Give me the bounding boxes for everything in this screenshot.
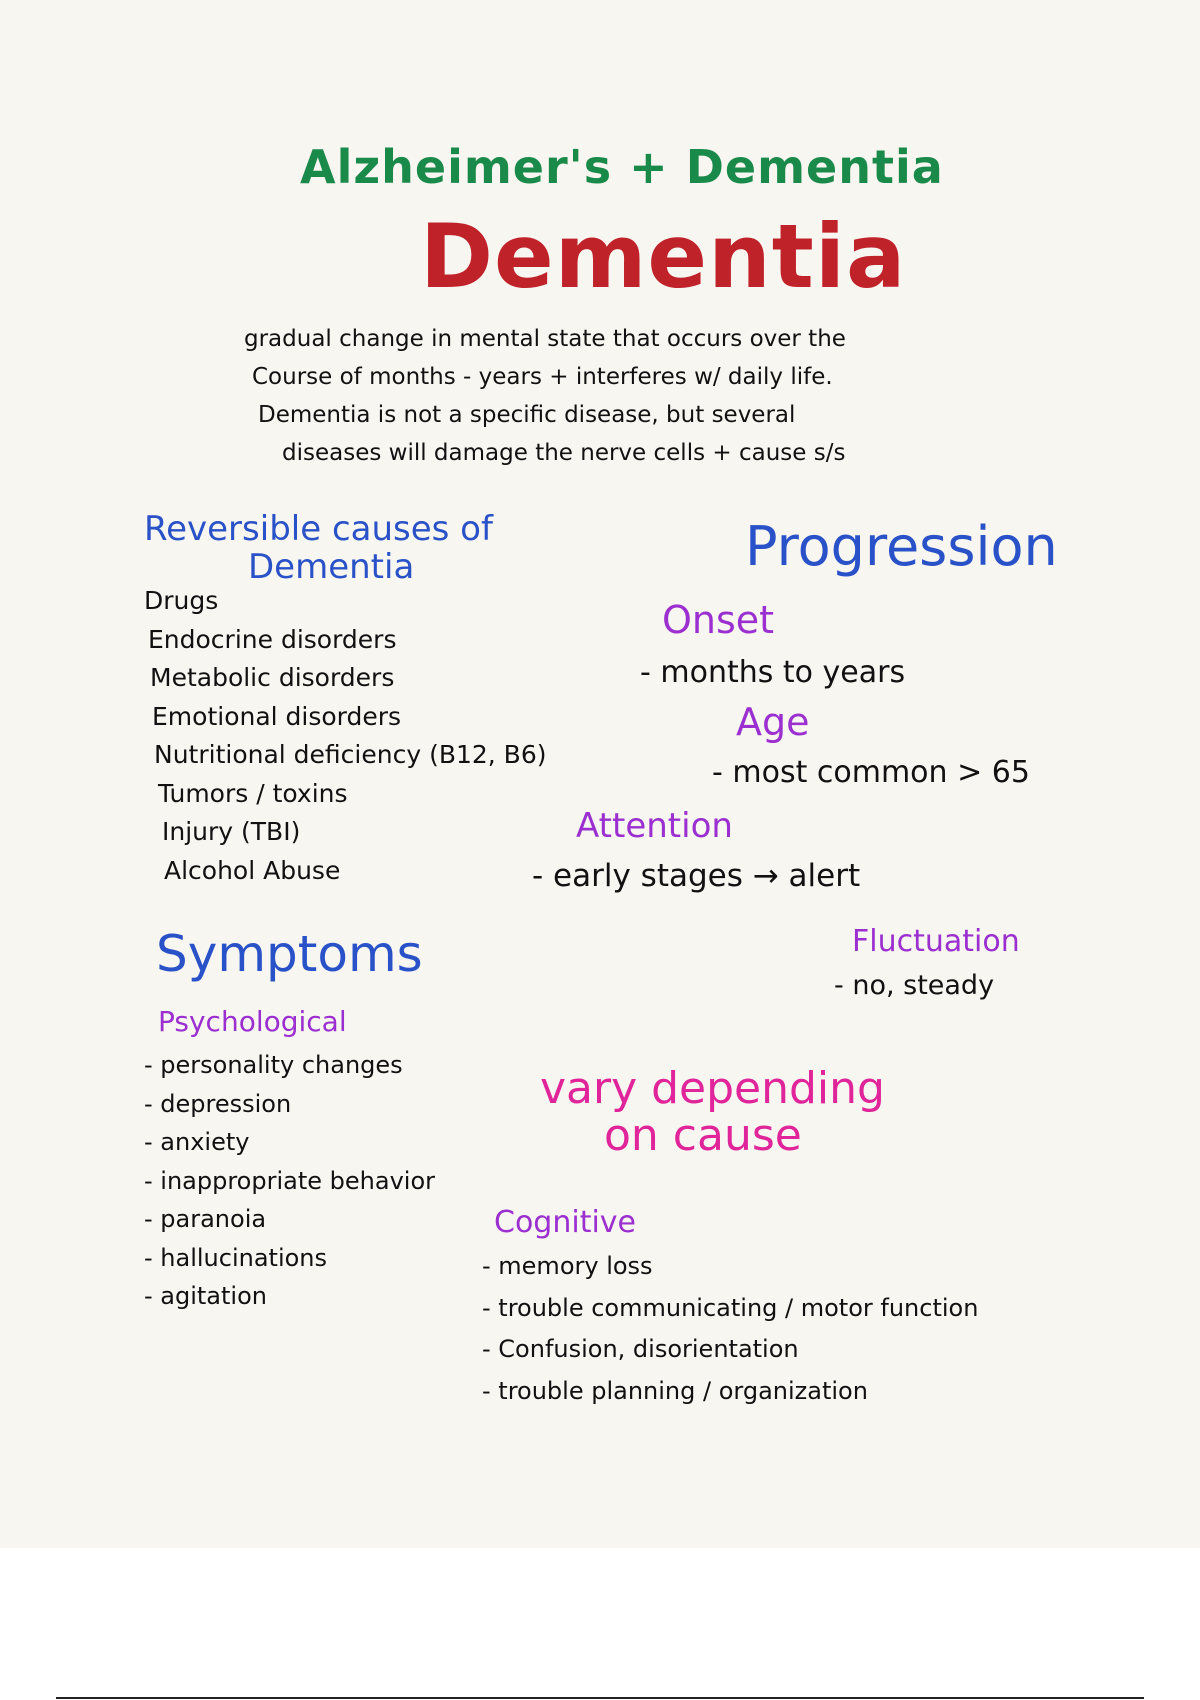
vary-note-line2: on cause: [604, 1110, 802, 1161]
attention-text: - early stages → alert: [532, 858, 861, 894]
list-item: Nutritional deficiency (B12, B6): [154, 740, 547, 769]
list-item: - memory loss: [482, 1252, 653, 1280]
list-item: Alcohol Abuse: [164, 855, 341, 885]
list-item: - paranoia: [144, 1205, 267, 1233]
onset-text: - months to years: [640, 655, 906, 690]
list-item: - trouble planning / organization: [482, 1376, 868, 1405]
list-item: - trouble communicating / motor function: [482, 1293, 979, 1322]
list-item: - inappropriate behavior: [144, 1166, 435, 1195]
list-item: - anxiety: [144, 1128, 250, 1156]
fluctuation-heading: Fluctuation: [852, 924, 1020, 959]
definition-line: gradual change in mental state that occurs over the: [244, 326, 846, 352]
list-item: Tumors / toxins: [158, 778, 348, 808]
vary-note-line1: vary depending: [540, 1063, 885, 1114]
psychological-list: [144, 1046, 435, 1316]
list-item: - personality changes: [144, 1051, 403, 1079]
onset-heading: Onset: [662, 598, 775, 642]
definition-line: Course of months - years + interferes w/ daily life.: [252, 364, 833, 390]
reversible-causes-heading: Reversible causes of: [144, 509, 493, 549]
list-item: Endocrine disorders: [148, 624, 397, 654]
list-item: - Confusion, disorientation: [482, 1335, 799, 1363]
age-heading: Age: [736, 700, 810, 744]
fluctuation-text: - no, steady: [834, 970, 995, 1001]
progression-heading: Progression: [745, 515, 1058, 578]
page-title: Alzheimer's + Dementia: [300, 140, 944, 194]
cognitive-list: [482, 1246, 978, 1412]
list-item: - depression: [144, 1089, 292, 1118]
list-item: Emotional disorders: [152, 701, 402, 731]
symptoms-heading: Symptoms: [156, 925, 423, 983]
definition-paragraph: [240, 320, 1040, 472]
list-item: Drugs: [144, 586, 219, 615]
definition-line: Dementia is not a specific disease, but several: [258, 402, 796, 428]
attention-heading: Attention: [576, 806, 733, 846]
bottom-divider: [56, 1697, 1144, 1699]
reversible-causes-heading-line2: Dementia: [248, 547, 415, 587]
list-item: - hallucinations: [144, 1243, 328, 1272]
page-subtitle: Dementia: [420, 205, 907, 308]
list-item: Metabolic disorders: [150, 663, 395, 692]
reversible-causes-list: [144, 582, 547, 890]
definition-line: diseases will damage the nerve cells + cause s/s: [282, 440, 846, 466]
age-text: - most common > 65: [712, 755, 1030, 790]
list-item: Injury (TBI): [162, 817, 301, 846]
cognitive-heading: Cognitive: [494, 1205, 637, 1240]
psychological-heading: Psychological: [158, 1005, 347, 1038]
list-item: - agitation: [144, 1282, 267, 1310]
